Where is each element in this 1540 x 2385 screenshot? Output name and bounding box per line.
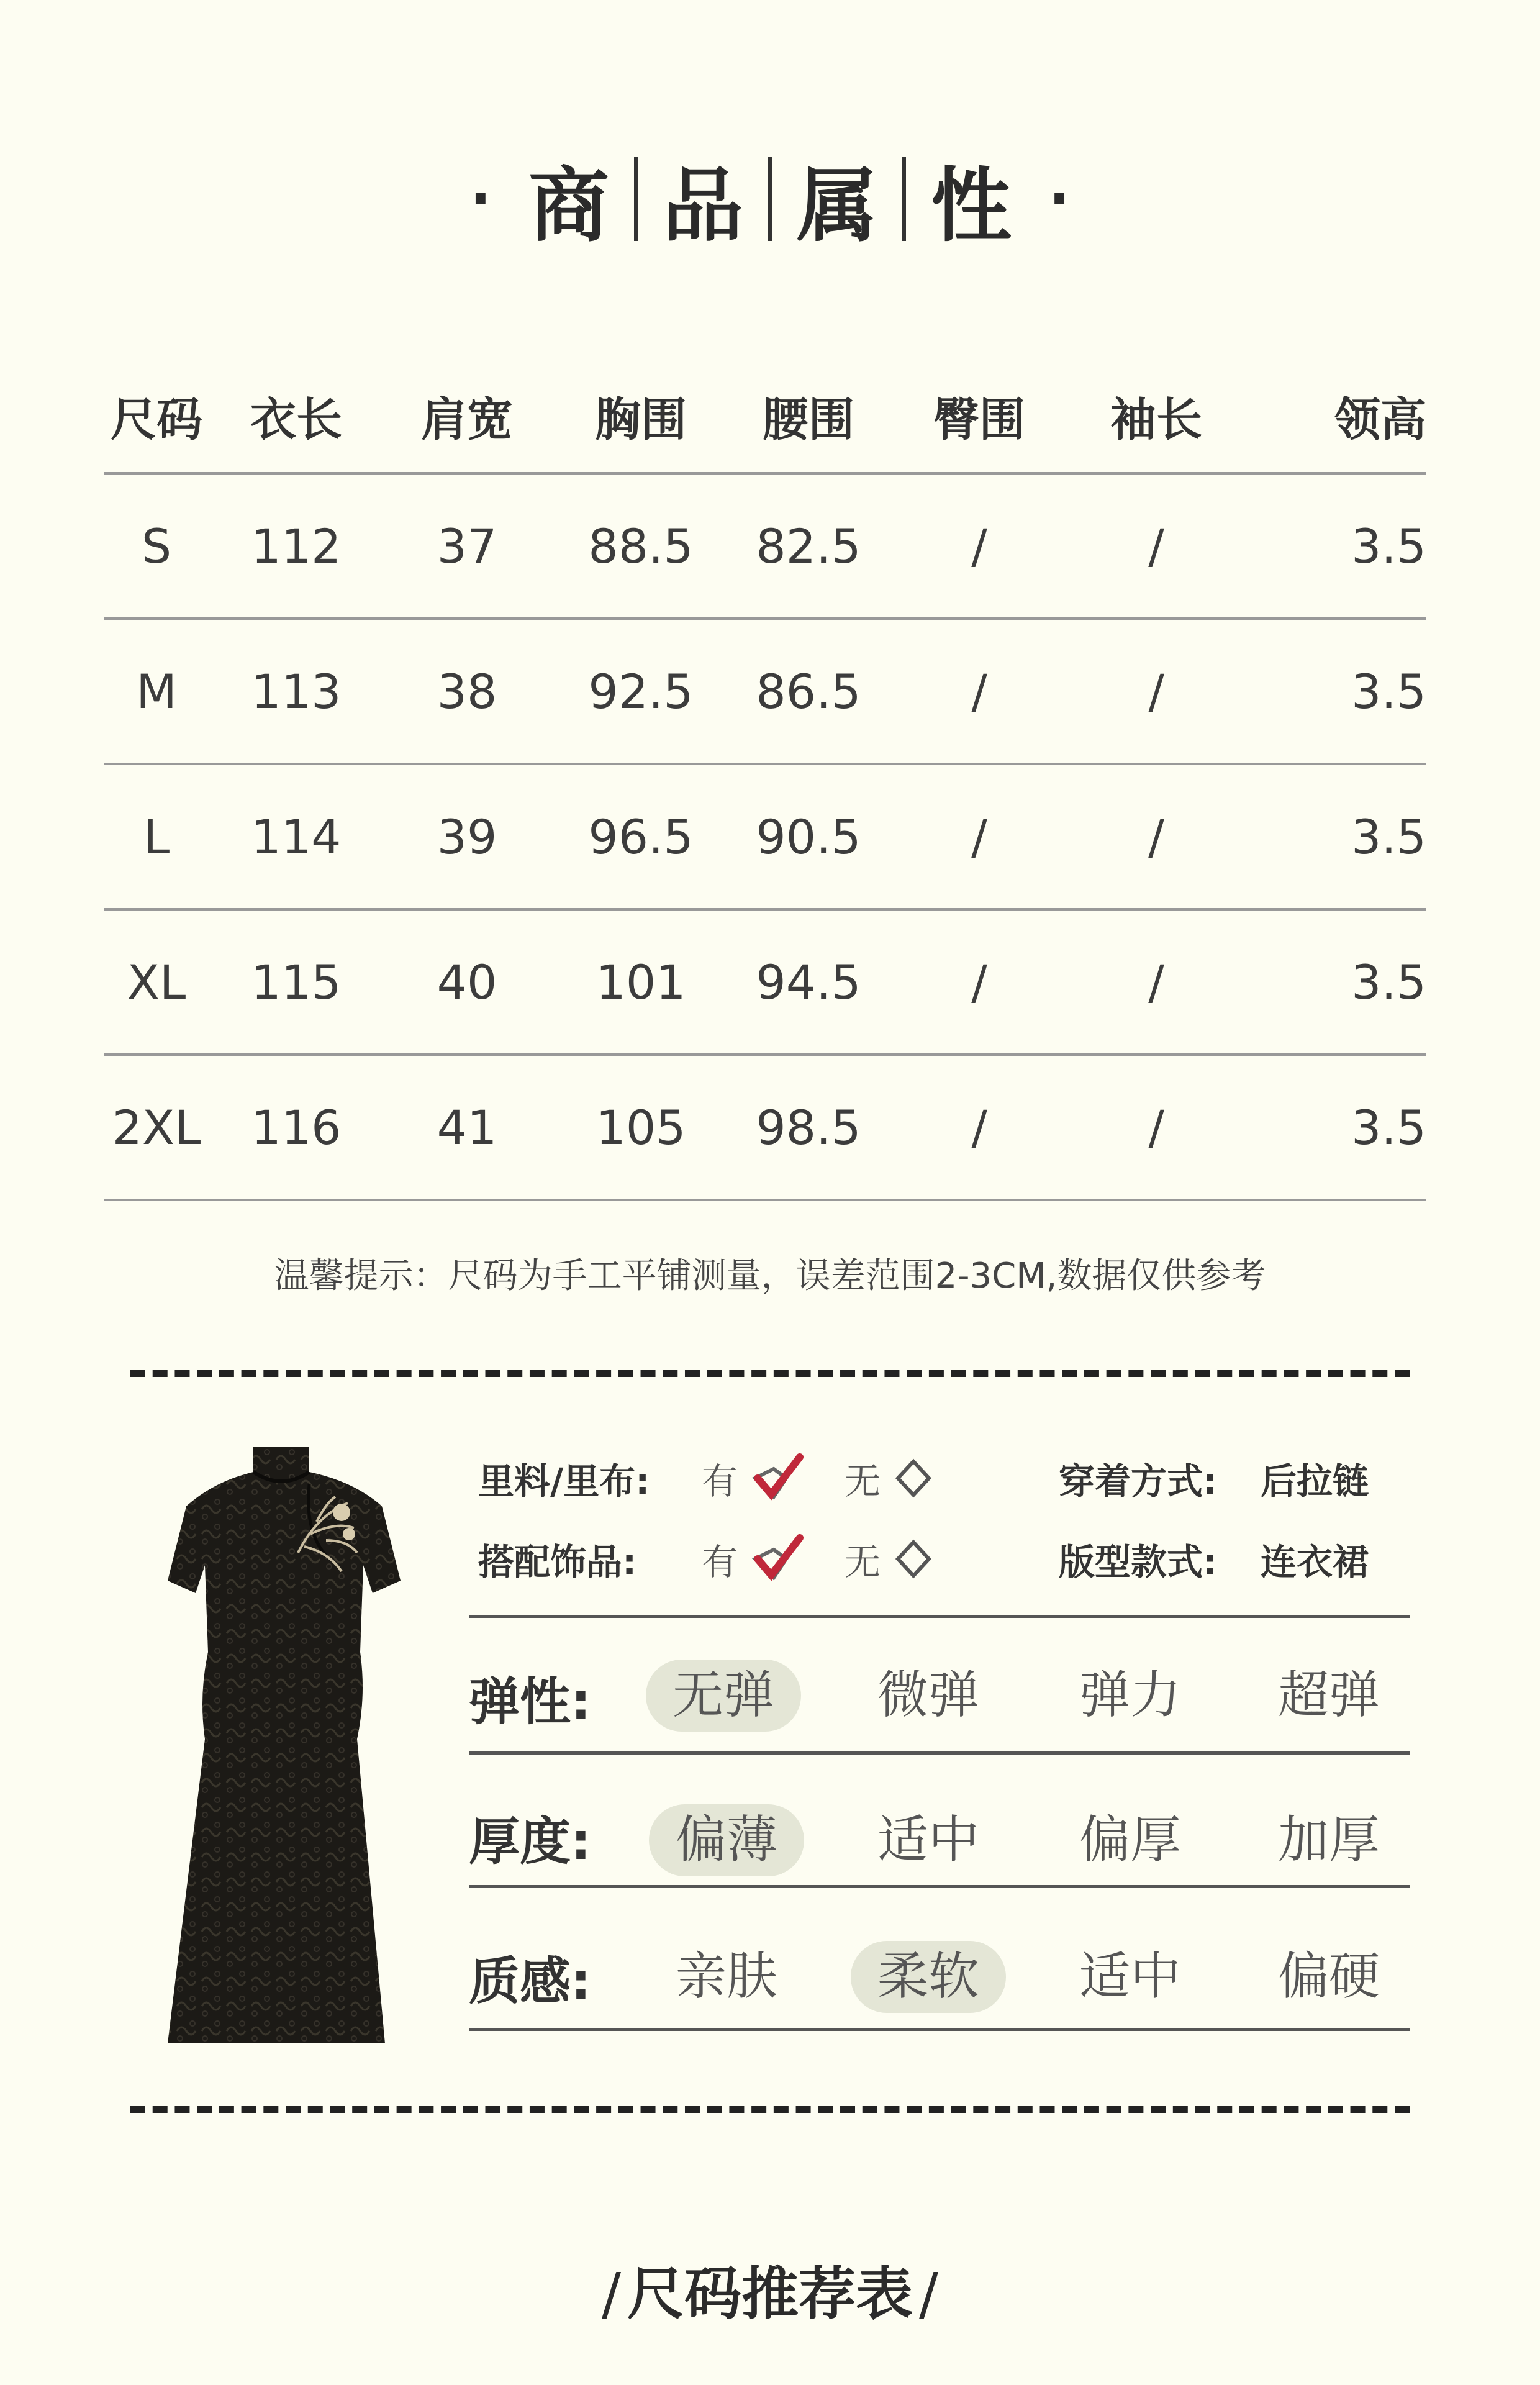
table-cell: /	[971, 663, 987, 719]
table-cell: /	[1148, 518, 1164, 574]
wear-label: 穿着方式:	[1059, 1460, 1218, 1502]
table-cell: 98.5	[756, 1099, 861, 1155]
thickness-option-selected: 偏薄	[649, 1804, 804, 1876]
style-value: 连衣裙	[1261, 1541, 1369, 1583]
table-cell: 3.5	[1351, 809, 1426, 865]
table-cell: 3.5	[1351, 518, 1426, 574]
table-cell: 92.5	[588, 663, 694, 719]
title-char-1: 商	[528, 158, 609, 253]
diamond-icon	[892, 1456, 935, 1500]
header-hip: 臀围	[933, 393, 1025, 447]
thickness-option: 偏厚	[1079, 1810, 1181, 1869]
thickness-label: 厚度:	[469, 1812, 591, 1871]
lining-no-label: 无	[845, 1460, 881, 1502]
header-sleeve: 袖长	[1110, 393, 1202, 447]
table-cell: /	[971, 1099, 987, 1155]
footer-title-text: 尺码推荐表	[627, 2261, 913, 2327]
scale-divider	[469, 2028, 1410, 2031]
table-cell: M	[136, 663, 177, 719]
table-cell: 115	[251, 954, 342, 1010]
table-cell: /	[1148, 954, 1164, 1010]
check-icon	[749, 1453, 805, 1503]
table-row	[104, 763, 1426, 908]
elasticity-label: 弹性:	[469, 1673, 591, 1732]
table-cell: 3.5	[1351, 954, 1426, 1010]
header-size: 尺码	[111, 393, 202, 447]
style-label: 版型款式:	[1059, 1541, 1218, 1583]
lining-option-yes	[702, 1452, 805, 1504]
table-cell: 82.5	[756, 518, 861, 574]
title-dot-left: ·	[469, 166, 491, 232]
attr-divider	[469, 1615, 1410, 1618]
scale-divider	[469, 1885, 1410, 1888]
table-cell: 96.5	[588, 809, 694, 865]
table-header-row	[104, 360, 1426, 472]
title-char-4: 性	[931, 158, 1012, 253]
footer-slash-right: /	[919, 2261, 938, 2327]
table-cell: 88.5	[588, 518, 694, 574]
thickness-option: 加厚	[1277, 1810, 1380, 1869]
texture-label: 质感:	[469, 1952, 591, 2011]
table-cell: /	[1148, 809, 1164, 865]
size-recommendation-title	[0, 2248, 1540, 2330]
table-cell: 112	[251, 518, 342, 574]
table-cell: 113	[251, 663, 342, 719]
table-cell: /	[971, 518, 987, 574]
thickness-option: 适中	[877, 1810, 979, 1869]
measurement-note: 温馨提示：尺码为手工平铺测量，误差范围2-3CM,数据仅供参考	[274, 1256, 1266, 1296]
table-cell: 90.5	[756, 809, 861, 865]
table-cell: 38	[437, 663, 497, 719]
header-waist: 腰围	[763, 393, 854, 447]
header-bust: 胸围	[595, 393, 687, 447]
table-row	[104, 1053, 1426, 1201]
header-collar: 领高	[1334, 393, 1426, 447]
accessories-no-label: 无	[845, 1541, 881, 1583]
elasticity-option: 弹力	[1079, 1666, 1181, 1725]
lining-label: 里料/里布:	[478, 1460, 650, 1502]
page-title	[0, 137, 1540, 261]
accessories-option-no	[845, 1533, 935, 1585]
table-cell: 3.5	[1351, 1099, 1426, 1155]
table-cell: 114	[251, 809, 342, 865]
title-char-2: 品	[662, 158, 743, 253]
dashed-divider-top	[130, 1370, 1410, 1377]
diamond-icon	[892, 1537, 935, 1581]
check-icon	[749, 1534, 805, 1584]
table-cell: 116	[251, 1099, 342, 1155]
elasticity-option: 微弹	[877, 1666, 979, 1725]
texture-option: 适中	[1079, 1947, 1181, 2006]
accessories-yes-label: 有	[702, 1541, 738, 1583]
table-row	[104, 617, 1426, 763]
footer-slash-left: /	[601, 2261, 621, 2327]
table-cell: 41	[437, 1099, 497, 1155]
texture-option: 偏硬	[1277, 1947, 1380, 2006]
texture-option: 亲肤	[675, 1947, 777, 2006]
table-cell: 86.5	[756, 663, 861, 719]
elasticity-option-selected: 无弹	[646, 1660, 801, 1732]
accessories-option-yes	[702, 1533, 805, 1585]
table-cell: 37	[437, 518, 497, 574]
wear-value: 后拉链	[1261, 1460, 1369, 1502]
scale-divider	[469, 1751, 1410, 1755]
table-cell: 40	[437, 954, 497, 1010]
dashed-divider-bottom	[130, 2106, 1410, 2113]
table-cell: 94.5	[756, 954, 861, 1010]
table-cell: /	[1148, 663, 1164, 719]
table-cell: S	[141, 518, 172, 574]
texture-option-selected: 柔软	[851, 1941, 1006, 2013]
header-shoulder: 肩宽	[421, 393, 513, 447]
table-cell: /	[971, 954, 987, 1010]
elasticity-option: 超弹	[1277, 1666, 1380, 1725]
size-table	[104, 360, 1426, 1201]
table-cell: XL	[127, 954, 186, 1010]
qipao-dress-icon	[149, 1447, 422, 2056]
header-length: 衣长	[250, 393, 342, 447]
title-char-3: 属	[797, 158, 878, 253]
table-cell: /	[1148, 1099, 1164, 1155]
table-cell: 101	[596, 954, 686, 1010]
lining-yes-label: 有	[702, 1460, 738, 1502]
table-cell: /	[971, 809, 987, 865]
table-row	[104, 472, 1426, 617]
lining-option-no	[845, 1452, 935, 1504]
table-row	[104, 908, 1426, 1053]
table-cell: 2XL	[112, 1099, 201, 1155]
table-cell: 39	[437, 809, 497, 865]
accessories-label: 搭配饰品:	[478, 1541, 637, 1583]
title-dot-right: ·	[1049, 166, 1071, 232]
table-cell: 105	[596, 1099, 686, 1155]
table-cell: 3.5	[1351, 663, 1426, 719]
table-cell: L	[143, 809, 170, 865]
